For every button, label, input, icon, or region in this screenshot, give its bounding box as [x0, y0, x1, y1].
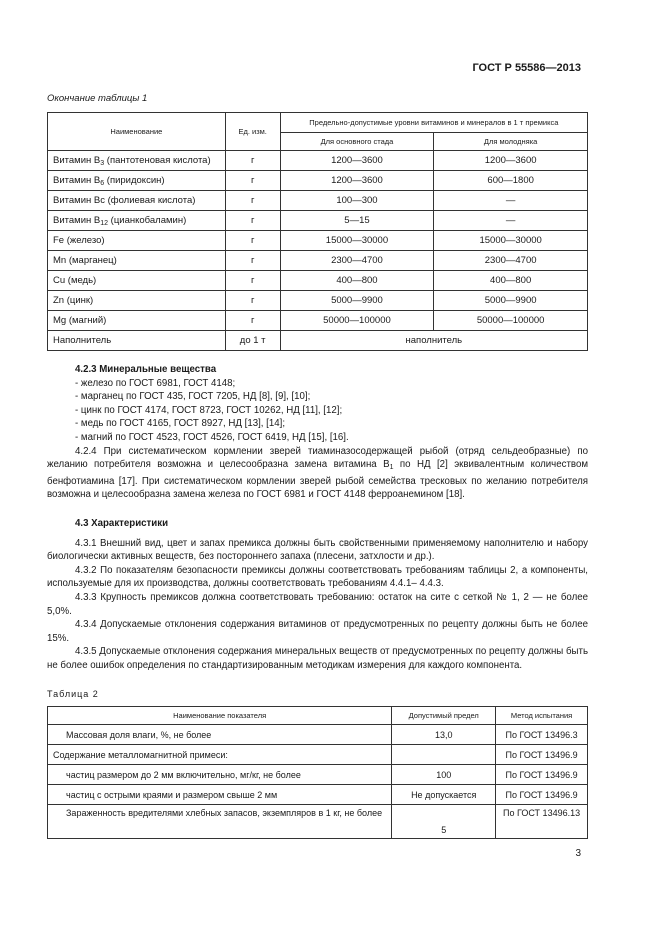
col-header-method: Метод испытания	[496, 707, 588, 725]
table-vitamins-minerals	[47, 112, 588, 351]
row-indicator: Зараженность вредителями хлебных запасов, экземпляров в 1 кг, не более	[48, 805, 392, 839]
row-main-herd: 400—800	[280, 271, 434, 291]
table-row	[48, 725, 588, 745]
row-main-herd: 50000—100000	[280, 311, 434, 331]
row-method: По ГОСТ 13496.3	[496, 725, 588, 745]
table-row	[48, 785, 588, 805]
row-young: 600—1800	[434, 171, 588, 191]
table-row	[48, 805, 588, 839]
row-method: По ГОСТ 13496.9	[496, 745, 588, 765]
row-indicator: частиц с острыми краями и размером свыше 2 мм	[48, 785, 392, 805]
table-safety-indicators	[47, 706, 588, 839]
table-row	[48, 251, 588, 271]
row-limit	[392, 745, 496, 765]
row-young: 400—800	[434, 271, 588, 291]
section-heading: 4.2.3 Минеральные вещества	[75, 364, 217, 375]
paragraph: 4.3.3 Крупность премиксов должна соответствовать требованию: остаток на сите с сеткой № 1, 2 — не более 5,0%.	[47, 591, 588, 617]
row-main-herd: 15000—30000	[280, 231, 434, 251]
row-unit: г	[225, 251, 280, 271]
section-4-2-3	[47, 363, 588, 502]
table-row	[48, 211, 588, 231]
row-indicator: Массовая доля влаги, %, не более	[48, 725, 392, 745]
section-heading: 4.3 Характеристики	[75, 518, 169, 529]
table-row	[48, 745, 588, 765]
row-name: Витамин $B_{12}$ (цианкобаламин)	[48, 211, 226, 231]
list-item: - магний по ГОСТ 4523, ГОСТ 4526, ГОСТ 6419, НД [15], [16].	[75, 431, 349, 443]
list-item: - цинк по ГОСТ 4174, ГОСТ 8723, ГОСТ 10262, НД [11], [12];	[75, 404, 343, 416]
paragraph: 4.3.5 Допускаемые отклонения содержания минеральных веществ от предусмотренных по рецепту должны быть не более ошибок определения по стандартизированным методикам измерения для каждого компонента.	[47, 646, 588, 671]
list-item: - железо по ГОСТ 6981, ГОСТ 4148;	[75, 377, 236, 389]
table-row	[48, 231, 588, 251]
row-main-herd: 2300—4700	[280, 251, 434, 271]
row-unit: г	[225, 171, 280, 191]
row-indicator: частиц размером до 2 мм включительно, мг/кг, не более	[48, 765, 392, 785]
paragraph: 4.3.2 По показателям безопасности премиксы должны соответствовать требованиям таблицы 2, а компоненты, используемые для их производства, должны соответствовать требованиям 4.4.1– 4.4.3.	[47, 564, 588, 590]
row-unit: г	[225, 191, 280, 211]
col-header-unit: Ед. изм.	[225, 113, 280, 151]
row-name: Витамин Bc (фолиевая кислота)	[48, 191, 226, 211]
row-young: 5000—9900	[434, 291, 588, 311]
table1-caption: Окончание таблицы 1	[47, 93, 148, 104]
row-limit: Не допускается	[392, 785, 496, 805]
row-main-herd: 5—15	[280, 211, 434, 231]
row-young: —	[434, 211, 588, 231]
table2-caption: Таблица 2	[47, 689, 99, 699]
paragraph-4-2-4: 4.2.4 При систематическом кормлении зверей тиаминазосодержащей рыбой (отряд сельдеобразные) по желанию потребителя возможна и целесообразна замена витамина $B_1$ по НД [2] эквивалентным количеством бенфотиамина [17]. При систематическом кормлении зверей рыбой семейства тресковых по желанию потребителя возможна и целесообразна замена железа по ГОСТ 6981 и ГОСТ 4148 ферроанемином [18].	[47, 445, 588, 501]
row-method: По ГОСТ 13496.9	[496, 765, 588, 785]
paragraph: 4.3.4 Допускаемые отклонения содержания витаминов от предусмотренных по рецепту должны быть не более 15%.	[47, 619, 588, 644]
list-item: - марганец по ГОСТ 435, ГОСТ 7205, НД [8], [9], [10];	[75, 391, 311, 403]
row-main-herd: 5000—9900	[280, 291, 434, 311]
row-name: Витамин $B_3$ (пантотеновая кислота)	[48, 151, 226, 171]
filler-value: наполнитель	[280, 331, 587, 351]
row-unit: г	[225, 211, 280, 231]
row-main-herd: 1200—3600	[280, 151, 434, 171]
row-name: Mg (магний)	[48, 311, 226, 331]
table-row	[48, 271, 588, 291]
col-header-group: Предельно-допустимые уровни витаминов и минералов в 1 т премикса	[280, 113, 587, 133]
col-header-name: Наименование	[48, 113, 226, 151]
table-row	[48, 191, 588, 211]
row-main-herd: 100—300	[280, 191, 434, 211]
list-item: - медь по ГОСТ 4165, ГОСТ 8927, НД [13], [14];	[75, 418, 286, 430]
row-young: 50000—100000	[434, 311, 588, 331]
row-unit: г	[225, 291, 280, 311]
row-limit: 100	[392, 765, 496, 785]
row-young: —	[434, 191, 588, 211]
row-name: Витамин $B_6$ (пиридоксин)	[48, 171, 226, 191]
table-row	[48, 171, 588, 191]
row-main-herd: 1200—3600	[280, 171, 434, 191]
section-4-3	[47, 517, 588, 673]
row-method: По ГОСТ 13496.9	[496, 785, 588, 805]
row-limit: 13,0	[392, 725, 496, 745]
table-row	[48, 151, 588, 171]
row-unit: г	[225, 151, 280, 171]
col-header-young: Для молодняка	[434, 133, 588, 151]
table-row-filler	[48, 331, 588, 351]
row-unit: г	[225, 271, 280, 291]
row-name: Zn (цинк)	[48, 291, 226, 311]
table-row	[48, 765, 588, 785]
col-header-main-herd: Для основного стада	[280, 133, 434, 151]
row-indicator: Содержание металломагнитной примеси:	[48, 745, 392, 765]
row-unit: г	[225, 231, 280, 251]
standard-code: ГОСТ Р 55586—2013	[472, 62, 581, 74]
row-name: Fe (железо)	[48, 231, 226, 251]
row-young: 15000—30000	[434, 231, 588, 251]
table-row	[48, 311, 588, 331]
row-young: 1200—3600	[434, 151, 588, 171]
table-row	[48, 291, 588, 311]
col-header-indicator: Наименование показателя	[48, 707, 392, 725]
paragraph: 4.3.1 Внешний вид, цвет и запах премикса должны быть свойственными применяемому наполнителю и набору биологически активных веществ, без постороннего запаха (плесени, затхлости и др.).	[47, 537, 588, 563]
row-unit: г	[225, 311, 280, 331]
row-method: По ГОСТ 13496.13	[496, 805, 588, 839]
page-number: 3	[575, 848, 581, 859]
row-name: Cu (медь)	[48, 271, 226, 291]
filler-unit: до 1 т	[225, 331, 280, 351]
row-young: 2300—4700	[434, 251, 588, 271]
filler-name: Наполнитель	[48, 331, 226, 351]
col-header-limit: Допустимый предел	[392, 707, 496, 725]
row-limit: 5	[392, 805, 496, 839]
row-name: Mn (марганец)	[48, 251, 226, 271]
